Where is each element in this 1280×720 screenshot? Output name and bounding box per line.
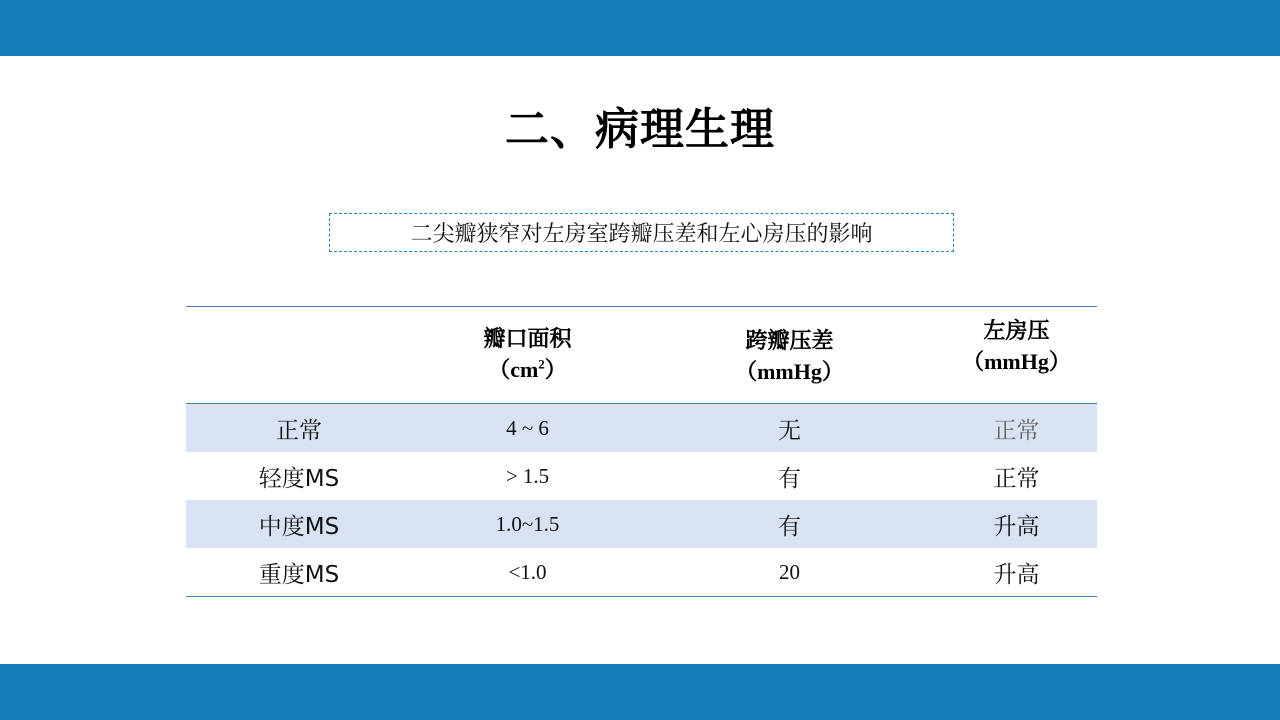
cell-grade: 重度MS [258,561,340,588]
cell-la-pressure: 升高 [993,513,1040,540]
subtitle-text: 二尖瓣狭窄对左房室跨瓣压差和左心房压的影响 [410,222,873,247]
top-banner [0,0,1280,56]
cell-la-pressure: 正常 [993,417,1040,444]
header-la-pressure-unit: （mmHg） [962,349,1071,374]
subtitle-box [329,213,954,252]
cell-la-pressure: 升高 [993,561,1040,588]
table-header-row [186,307,1097,404]
cell-area: > 1.5 [505,463,550,488]
table-row [186,404,1097,452]
header-area-unit: $(cm^2)$ [488,356,567,382]
cell-la-pressure: 正常 [993,465,1040,492]
cell-gradient: 无 [778,417,801,444]
slide-title: 二、病理生理 [505,104,775,155]
header-la-pressure [936,317,1097,377]
cell-area: <1.0 [508,559,547,584]
cell-area: 4 ~ 6 [506,415,549,440]
data-table [186,306,1097,597]
header-area-label: 瓣口面积 [483,327,572,352]
cell-gradient: 有 [778,513,801,540]
cell-area: 1.0~1.5 [495,511,560,536]
table-row [186,452,1097,500]
header-gradient [643,327,936,387]
cell-grade: 正常 [276,417,322,444]
header-gradient-unit: （mmHg） [735,359,844,384]
cell-grade: 轻度MS [258,465,340,492]
table-row [186,500,1097,548]
cell-gradient: 20 [779,559,800,584]
header-gradient-label: 跨瓣压差 [745,329,834,354]
cell-gradient: 有 [778,465,801,492]
bottom-banner [0,664,1280,720]
header-area [412,325,643,385]
header-la-pressure-label: 左房压 [983,319,1050,344]
cell-grade: 中度MS [258,513,340,540]
table-row [186,548,1097,596]
